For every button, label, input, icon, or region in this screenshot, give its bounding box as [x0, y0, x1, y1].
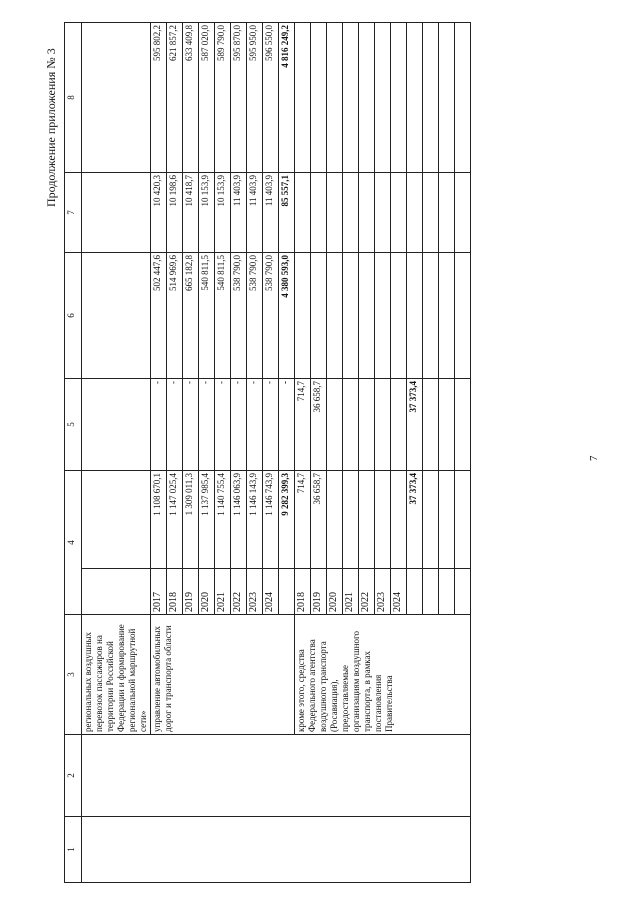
table-cell: 714,7: [295, 379, 311, 471]
table-cell: 10 198,6: [167, 173, 183, 253]
year-cell: 2020: [327, 569, 343, 615]
table-cell: 10 420,3: [151, 173, 167, 253]
year-cell: [279, 569, 295, 615]
table-cell: 540 811,5: [215, 253, 231, 379]
table-cell: 621 857,2: [167, 23, 183, 173]
table-cell: 587 020,0: [199, 23, 215, 173]
table-cell: [455, 569, 471, 615]
table-cell: [375, 379, 391, 471]
year-cell: 2021: [343, 569, 359, 615]
table-cell: 4 816 249,2: [279, 23, 295, 173]
table-cell: [327, 23, 343, 173]
table-cell: 502 447,6: [151, 253, 167, 379]
cell-col2: [82, 735, 471, 817]
table-cell: 10 153,9: [215, 173, 231, 253]
table-cell: [375, 173, 391, 253]
year-cell: 2024: [263, 569, 279, 615]
table-cell: [295, 253, 311, 379]
table-cell: 37 373,4: [407, 471, 423, 569]
year-cell: 2023: [247, 569, 263, 615]
table-cell: [407, 173, 423, 253]
table-cell: [407, 253, 423, 379]
col-header-2: 2: [65, 735, 82, 817]
continuation-label: Продолжение приложения № 3: [44, 48, 58, 207]
table-cell: [391, 173, 407, 253]
table-cell: [423, 569, 439, 615]
table-cell: [439, 173, 455, 253]
column-header-row: [65, 23, 82, 883]
table-cell: 514 969,6: [167, 253, 183, 379]
table-cell: -: [231, 379, 247, 471]
table-cell: [359, 23, 375, 173]
table-cell: -: [183, 379, 199, 471]
table-cell: [82, 253, 151, 379]
table-cell: [82, 173, 151, 253]
table-cell: 11 403,9: [247, 173, 263, 253]
table-cell: 538 790,0: [247, 253, 263, 379]
block1-executor: управление автомобильных дорог и транспорта области: [151, 615, 295, 735]
year-cell: 2019: [311, 569, 327, 615]
table-cell: [423, 379, 439, 471]
col-header-4: 4: [65, 471, 82, 615]
table-cell: [391, 253, 407, 379]
table-cell: [82, 23, 151, 173]
table-cell: -: [215, 379, 231, 471]
table-cell: [407, 23, 423, 173]
table-cell: [455, 471, 471, 569]
col-header-1: 1: [65, 817, 82, 883]
table-cell: 1 146 063,9: [231, 471, 247, 569]
page-number: 7: [588, 455, 600, 461]
table-cell: [295, 23, 311, 173]
table-cell: 633 409,8: [183, 23, 199, 173]
table-cell: [359, 173, 375, 253]
table-cell: 4 380 593,0: [279, 253, 295, 379]
table-cell: 1 147 025,4: [167, 471, 183, 569]
appendix-table: [64, 22, 471, 883]
block2-executor: кроме этого, средства Федерального агентства воздушного транспорта (Росавиация), предоставляемые организациям воздушного транспорта, в рамках постановления Правительства: [295, 615, 471, 735]
table-cell: [311, 253, 327, 379]
table-cell: [295, 173, 311, 253]
intro-text: региональных воздушных перевозок пассажиров на территории Российской Федерации и формирование региональной маршрутной сети»: [82, 615, 151, 735]
col-header-6: 6: [65, 253, 82, 379]
col-header-7: 7: [65, 173, 82, 253]
table-cell: [455, 23, 471, 173]
year-cell: 2018: [167, 569, 183, 615]
table-cell: 1 146 743,9: [263, 471, 279, 569]
year-cell: 2017: [151, 569, 167, 615]
table-cell: 538 790,0: [263, 253, 279, 379]
col-header-8: 8: [65, 23, 82, 173]
table-cell: 589 790,0: [215, 23, 231, 173]
table-cell: -: [151, 379, 167, 471]
table-cell: 540 811,5: [199, 253, 215, 379]
table-cell: 37 373,4: [407, 379, 423, 471]
table-cell: -: [199, 379, 215, 471]
table-cell: [327, 173, 343, 253]
year-cell: 2019: [183, 569, 199, 615]
table-cell: [455, 253, 471, 379]
year-cell: 2021: [215, 569, 231, 615]
table-cell: [423, 173, 439, 253]
table-cell: 36 658,7: [311, 471, 327, 569]
table-cell: -: [247, 379, 263, 471]
table-cell: 1 137 985,4: [199, 471, 215, 569]
table-cell: -: [279, 379, 295, 471]
table-cell: 36 658,7: [311, 379, 327, 471]
intro-row: [82, 23, 151, 883]
table-cell: [359, 379, 375, 471]
table-cell: [311, 23, 327, 173]
col-header-3: 3: [65, 615, 82, 735]
table-cell: [82, 569, 151, 615]
table-cell: [343, 253, 359, 379]
table-cell: 10 418,7: [183, 173, 199, 253]
table-cell: [391, 379, 407, 471]
table-cell: [359, 253, 375, 379]
year-cell: 2024: [391, 569, 407, 615]
table-cell: -: [263, 379, 279, 471]
table-cell: [375, 471, 391, 569]
table-cell: [455, 173, 471, 253]
table-cell: 1 140 755,4: [215, 471, 231, 569]
table-cell: [375, 253, 391, 379]
table-cell: [439, 253, 455, 379]
table-cell: [439, 471, 455, 569]
table-cell: [423, 471, 439, 569]
cell-col1: [82, 817, 471, 883]
table-cell: [343, 379, 359, 471]
table-cell: 538 790,0: [231, 253, 247, 379]
table-cell: [82, 379, 151, 471]
table-cell: [455, 379, 471, 471]
year-cell: [407, 569, 423, 615]
table-cell: [439, 23, 455, 173]
year-cell: 2022: [359, 569, 375, 615]
table-cell: [375, 23, 391, 173]
table-cell: [327, 253, 343, 379]
table-cell: [391, 23, 407, 173]
table-cell: 1 146 143,9: [247, 471, 263, 569]
table-cell: [423, 23, 439, 173]
table-cell: [82, 471, 151, 569]
table-cell: [327, 471, 343, 569]
table-cell: [343, 471, 359, 569]
table-cell: [343, 23, 359, 173]
table-cell: 595 950,0: [247, 23, 263, 173]
table-cell: [439, 379, 455, 471]
table-cell: [343, 173, 359, 253]
table-cell: 10 153,9: [199, 173, 215, 253]
table-cell: 11 403,9: [263, 173, 279, 253]
table-cell: [327, 379, 343, 471]
table-cell: [391, 471, 407, 569]
table-cell: 9 282 399,3: [279, 471, 295, 569]
table-cell: [311, 173, 327, 253]
table-cell: 85 557,1: [279, 173, 295, 253]
year-cell: 2023: [375, 569, 391, 615]
table-cell: [439, 569, 455, 615]
table-cell: 1 309 011,3: [183, 471, 199, 569]
year-cell: 2018: [295, 569, 311, 615]
table-cell: 714,7: [295, 471, 311, 569]
table-cell: 665 182,8: [183, 253, 199, 379]
table-cell: -: [167, 379, 183, 471]
table-cell: 1 108 670,1: [151, 471, 167, 569]
table-cell: [359, 471, 375, 569]
table-cell: [423, 253, 439, 379]
table-cell: 11 403,9: [231, 173, 247, 253]
table-cell: 595 802,2: [151, 23, 167, 173]
year-cell: 2022: [231, 569, 247, 615]
year-cell: 2020: [199, 569, 215, 615]
table-cell: 596 550,0: [263, 23, 279, 173]
col-header-5: 5: [65, 379, 82, 471]
table-cell: 595 870,0: [231, 23, 247, 173]
